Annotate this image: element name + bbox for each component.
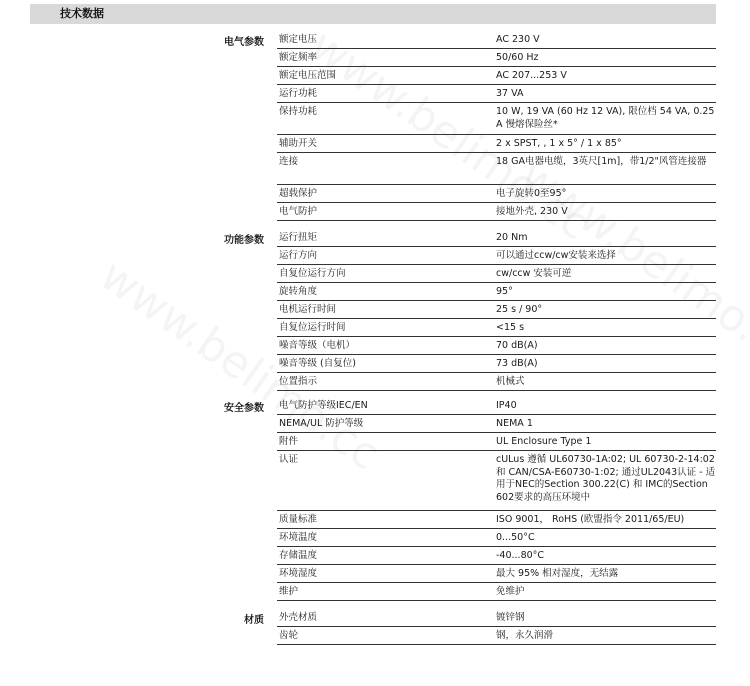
spec-value: cw/ccw 安装可逆 — [496, 268, 572, 279]
spec-value: 免维护 — [496, 586, 525, 597]
spec-value: 可以通过ccw/cw安装来选择 — [496, 250, 616, 261]
spec-name: 存储温度 — [279, 550, 318, 561]
spec-value: 0...50°C — [496, 532, 535, 543]
table-row — [277, 49, 716, 67]
spec-name: 额定电压范围 — [279, 70, 337, 81]
table-row — [277, 85, 716, 103]
spec-value: 25 s / 90° — [496, 304, 543, 315]
table-row — [277, 397, 716, 415]
section-label: 电气参数 — [224, 37, 264, 48]
spec-value: 10 W, 19 VA (60 Hz 12 VA), 限位档 54 VA, 0.25 A 慢熔保险丝* — [496, 106, 715, 130]
spec-value: 18 GA电器电缆，3英尺[1m]，带1/2"风管连接器 — [496, 156, 707, 167]
spec-value: 接地外壳, 230 V — [496, 206, 568, 217]
section-rows — [277, 31, 716, 221]
spec-value: 最大 95% 相对湿度，无结露 — [496, 568, 619, 579]
spec-name: 噪音等级 (自复位) — [279, 358, 356, 369]
section-label: 材质 — [244, 615, 264, 626]
table-row — [277, 565, 716, 583]
spec-value: 50/60 Hz — [496, 52, 539, 63]
spec-value: 70 dB(A) — [496, 340, 538, 351]
spec-name: 环境湿度 — [279, 568, 318, 579]
table-row — [277, 247, 716, 265]
header-bar — [30, 4, 716, 24]
spec-name: 认证 — [279, 454, 299, 465]
table-row — [277, 547, 716, 565]
spec-name: 额定电压 — [279, 34, 318, 45]
spec-name: 辅助开关 — [279, 138, 318, 149]
spec-name: 运行方向 — [279, 250, 318, 261]
table-row — [277, 373, 716, 391]
table-row — [277, 265, 716, 283]
table-row — [277, 583, 716, 601]
table-row — [277, 319, 716, 337]
spec-value: ISO 9001， RoHS (欧盟指令 2011/65/EU) — [496, 514, 685, 525]
table-row — [277, 283, 716, 301]
table-row — [277, 451, 716, 511]
spec-value: 机械式 — [496, 376, 525, 387]
section-rows — [277, 229, 716, 391]
section-label: 功能参数 — [224, 235, 264, 246]
table-row — [277, 355, 716, 373]
spec-name: 额定频率 — [279, 52, 318, 63]
table-row — [277, 433, 716, 451]
spec-value: 镀锌钢 — [496, 612, 525, 623]
spec-name: 运行扭矩 — [279, 232, 318, 243]
spec-name: 附件 — [279, 436, 299, 447]
spec-value: AC 230 V — [496, 34, 540, 45]
spec-name: NEMA/UL 防护等级 — [279, 418, 364, 429]
table-row — [277, 67, 716, 85]
spec-value: 钢，永久润滑 — [496, 630, 554, 641]
spec-name: 电气防护 — [279, 206, 318, 217]
spec-name: 电气防护等级IEC/EN — [279, 400, 368, 411]
table-row — [277, 153, 716, 185]
spec-name: 自复位运行方向 — [279, 268, 346, 279]
spec-value: AC 207...253 V — [496, 70, 567, 81]
spec-value: 37 VA — [496, 88, 524, 99]
table-row — [277, 135, 716, 153]
table-row — [277, 529, 716, 547]
spec-name: 超载保护 — [279, 188, 318, 199]
spec-name: 运行功耗 — [279, 88, 318, 99]
spec-name: 位置指示 — [279, 376, 318, 387]
spec-value: <15 s — [496, 322, 525, 333]
section-label: 安全参数 — [224, 403, 264, 414]
table-row — [277, 229, 716, 247]
spec-name: 保持功耗 — [279, 106, 318, 117]
spec-value: 95° — [496, 286, 513, 297]
spec-name: 自复位运行时间 — [279, 322, 346, 333]
table-row — [277, 31, 716, 49]
spec-value: IP40 — [496, 400, 517, 411]
table-row — [277, 511, 716, 529]
table-row — [277, 627, 716, 645]
spec-name: 维护 — [279, 586, 299, 597]
table-row — [277, 415, 716, 433]
page-title: 技术数据 — [60, 7, 104, 20]
spec-name: 旋转角度 — [279, 286, 318, 297]
section-rows — [277, 397, 716, 601]
table-row — [277, 185, 716, 203]
spec-value: 20 Nm — [496, 232, 528, 243]
table-row — [277, 609, 716, 627]
spec-value: NEMA 1 — [496, 418, 533, 429]
spec-name: 环境温度 — [279, 532, 318, 543]
spec-value: 73 dB(A) — [496, 358, 538, 369]
table-row — [277, 203, 716, 221]
spec-name: 连接 — [279, 156, 299, 167]
spec-name: 齿轮 — [279, 630, 299, 641]
table-row — [277, 337, 716, 355]
spec-name: 外壳材质 — [279, 612, 318, 623]
spec-value: 2 x SPST, , 1 x 5° / 1 x 85° — [496, 138, 622, 149]
table-row — [277, 301, 716, 319]
table-row — [277, 103, 716, 135]
spec-value: cULus 遵循 UL60730-1A:02; UL 60730-2-14:02 和 CAN/CSA-E60730-1:02; 通过UL2043认证 - 适用于NEC的Section 300.22(C) 和 IMC的Section 602要求的高压环境中 — [496, 454, 716, 503]
spec-value: -40...80°C — [496, 550, 545, 561]
spec-name: 电机运行时间 — [279, 304, 337, 315]
section-rows — [277, 609, 716, 645]
spec-value: UL Enclosure Type 1 — [496, 436, 592, 447]
spec-value: 电子旋转0至95° — [496, 188, 567, 199]
spec-name: 质量标准 — [279, 514, 318, 525]
spec-name: 噪音等级（电机） — [279, 340, 356, 351]
